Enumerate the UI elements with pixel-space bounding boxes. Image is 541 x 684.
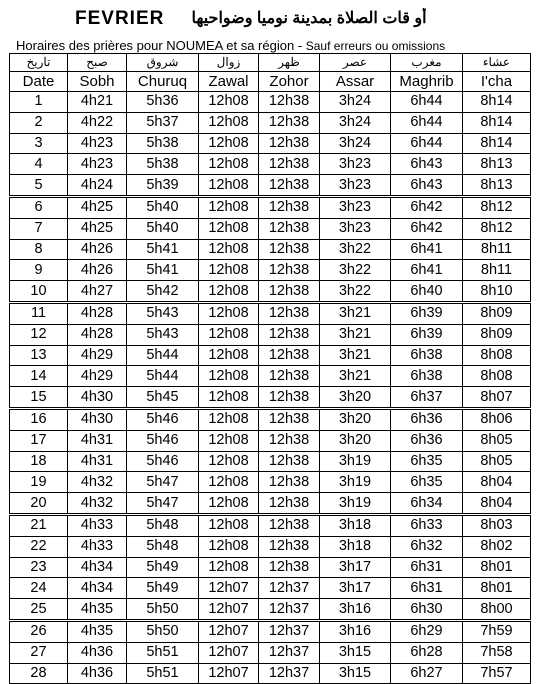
assar-cell: 3h17 <box>320 557 391 578</box>
zohor-cell: 12h37 <box>259 599 320 621</box>
maghrib-cell: 6h42 <box>391 218 463 239</box>
maghrib-cell: 6h34 <box>391 493 463 515</box>
zawal-cell: 12h07 <box>199 663 259 684</box>
sobh-cell: 4h28 <box>68 324 127 345</box>
zohor-cell: 12h38 <box>259 451 320 472</box>
churuq-cell: 5h46 <box>127 430 199 451</box>
icha-cell: 8h12 <box>463 196 531 218</box>
day-cell: 1 <box>10 92 68 113</box>
zohor-cell: 12h38 <box>259 154 320 175</box>
icha-cell: 8h09 <box>463 324 531 345</box>
assar-cell: 3h24 <box>320 92 391 113</box>
day-cell: 4 <box>10 154 68 175</box>
zawal-cell: 12h08 <box>199 536 259 557</box>
day-cell: 24 <box>10 578 68 599</box>
day-cell: 23 <box>10 557 68 578</box>
icha-cell: 8h08 <box>463 345 531 366</box>
sobh-cell: 4h30 <box>68 408 127 430</box>
icha-cell: 8h05 <box>463 430 531 451</box>
arabic-title: أو قات الصلاة بمدينة نوميا وضواحيها <box>191 10 427 27</box>
sobh-cell: 4h36 <box>68 663 127 684</box>
table-row <box>10 324 531 345</box>
zohor-cell: 12h38 <box>259 387 320 409</box>
maghrib-cell: 6h33 <box>391 514 463 536</box>
maghrib-cell: 6h36 <box>391 430 463 451</box>
icha-cell: 7h59 <box>463 620 531 642</box>
day-cell: 18 <box>10 451 68 472</box>
churuq-cell: 5h47 <box>127 493 199 515</box>
sobh-cell: 4h25 <box>68 196 127 218</box>
maghrib-cell: 6h35 <box>391 472 463 493</box>
table-row <box>10 218 531 239</box>
header-ar-icha: عشاء <box>463 54 531 72</box>
table-body <box>10 54 531 684</box>
day-cell: 6 <box>10 196 68 218</box>
icha-cell: 8h01 <box>463 578 531 599</box>
churuq-cell: 5h39 <box>127 175 199 197</box>
assar-cell: 3h24 <box>320 133 391 154</box>
zawal-cell: 12h08 <box>199 451 259 472</box>
churuq-cell: 5h46 <box>127 408 199 430</box>
header-zawal: Zawal <box>199 72 259 92</box>
table-row <box>10 620 531 642</box>
assar-cell: 3h20 <box>320 408 391 430</box>
zohor-cell: 12h38 <box>259 366 320 387</box>
table-row <box>10 366 531 387</box>
churuq-cell: 5h49 <box>127 578 199 599</box>
sobh-cell: 4h24 <box>68 175 127 197</box>
zohor-cell: 12h37 <box>259 578 320 599</box>
sobh-cell: 4h26 <box>68 239 127 260</box>
zawal-cell: 12h08 <box>199 154 259 175</box>
sobh-cell: 4h26 <box>68 260 127 281</box>
churuq-cell: 5h41 <box>127 260 199 281</box>
header-zohor: Zohor <box>259 72 320 92</box>
table-row <box>10 345 531 366</box>
churuq-cell: 5h50 <box>127 599 199 621</box>
zohor-cell: 12h38 <box>259 196 320 218</box>
zawal-cell: 12h08 <box>199 133 259 154</box>
header-ar-sobh: صبح <box>68 54 127 72</box>
table-row <box>10 599 531 621</box>
header-ar-zawal: زوال <box>199 54 259 72</box>
sobh-cell: 4h35 <box>68 620 127 642</box>
subtitle <box>16 38 445 53</box>
churuq-cell: 5h46 <box>127 451 199 472</box>
sobh-cell: 4h33 <box>68 536 127 557</box>
zohor-cell: 12h37 <box>259 620 320 642</box>
zohor-cell: 12h38 <box>259 345 320 366</box>
day-cell: 8 <box>10 239 68 260</box>
prayer-times-table <box>9 53 531 684</box>
disclaimer-text: Sauf erreurs ou omissions <box>305 39 446 53</box>
table-row <box>10 408 531 430</box>
maghrib-cell: 6h44 <box>391 133 463 154</box>
sobh-cell: 4h34 <box>68 578 127 599</box>
day-cell: 10 <box>10 281 68 303</box>
maghrib-cell: 6h29 <box>391 620 463 642</box>
assar-cell: 3h21 <box>320 345 391 366</box>
zawal-cell: 12h08 <box>199 281 259 303</box>
churuq-cell: 5h48 <box>127 514 199 536</box>
assar-cell: 3h21 <box>320 366 391 387</box>
header-ar-maghrib: مغرب <box>391 54 463 72</box>
zawal-cell: 12h08 <box>199 366 259 387</box>
icha-cell: 8h04 <box>463 493 531 515</box>
day-cell: 12 <box>10 324 68 345</box>
header-maghrib: Maghrib <box>391 72 463 92</box>
header-icha: I'cha <box>463 72 531 92</box>
zohor-cell: 12h38 <box>259 324 320 345</box>
assar-cell: 3h15 <box>320 642 391 663</box>
icha-cell: 8h05 <box>463 451 531 472</box>
icha-cell: 7h57 <box>463 663 531 684</box>
day-cell: 22 <box>10 536 68 557</box>
zawal-cell: 12h07 <box>199 599 259 621</box>
churuq-cell: 5h48 <box>127 536 199 557</box>
day-cell: 15 <box>10 387 68 409</box>
sobh-cell: 4h25 <box>68 218 127 239</box>
assar-cell: 3h19 <box>320 451 391 472</box>
assar-cell: 3h18 <box>320 514 391 536</box>
sobh-cell: 4h31 <box>68 430 127 451</box>
icha-cell: 8h04 <box>463 472 531 493</box>
sobh-cell: 4h23 <box>68 154 127 175</box>
header-assar: Assar <box>320 72 391 92</box>
maghrib-cell: 6h31 <box>391 578 463 599</box>
zawal-cell: 12h08 <box>199 218 259 239</box>
maghrib-cell: 6h41 <box>391 260 463 281</box>
assar-cell: 3h17 <box>320 578 391 599</box>
sobh-cell: 4h29 <box>68 345 127 366</box>
table-row <box>10 196 531 218</box>
maghrib-cell: 6h37 <box>391 387 463 409</box>
maghrib-cell: 6h41 <box>391 239 463 260</box>
day-cell: 17 <box>10 430 68 451</box>
maghrib-cell: 6h39 <box>391 302 463 324</box>
sobh-cell: 4h22 <box>68 112 127 133</box>
subtitle-text: Horaires des prières pour NOUMEA et sa région - <box>16 38 303 53</box>
zawal-cell: 12h08 <box>199 557 259 578</box>
table-row <box>10 133 531 154</box>
icha-cell: 7h58 <box>463 642 531 663</box>
table-row <box>10 663 531 684</box>
maghrib-cell: 6h44 <box>391 112 463 133</box>
day-cell: 25 <box>10 599 68 621</box>
maghrib-cell: 6h44 <box>391 92 463 113</box>
zawal-cell: 12h08 <box>199 493 259 515</box>
icha-cell: 8h11 <box>463 260 531 281</box>
zawal-cell: 12h08 <box>199 239 259 260</box>
maghrib-cell: 6h30 <box>391 599 463 621</box>
icha-cell: 8h13 <box>463 154 531 175</box>
churuq-cell: 5h51 <box>127 663 199 684</box>
assar-cell: 3h23 <box>320 218 391 239</box>
zawal-cell: 12h08 <box>199 514 259 536</box>
churuq-cell: 5h49 <box>127 557 199 578</box>
table-row <box>10 112 531 133</box>
icha-cell: 8h07 <box>463 387 531 409</box>
table-row <box>10 642 531 663</box>
sobh-cell: 4h23 <box>68 133 127 154</box>
zawal-cell: 12h08 <box>199 324 259 345</box>
zohor-cell: 12h38 <box>259 408 320 430</box>
zawal-cell: 12h08 <box>199 260 259 281</box>
table-row <box>10 430 531 451</box>
zohor-cell: 12h38 <box>259 92 320 113</box>
day-cell: 16 <box>10 408 68 430</box>
zohor-cell: 12h38 <box>259 472 320 493</box>
zawal-cell: 12h08 <box>199 112 259 133</box>
table-row <box>10 578 531 599</box>
assar-cell: 3h15 <box>320 663 391 684</box>
zawal-cell: 12h08 <box>199 302 259 324</box>
zohor-cell: 12h38 <box>259 514 320 536</box>
sobh-cell: 4h29 <box>68 366 127 387</box>
day-cell: 9 <box>10 260 68 281</box>
title-row <box>0 6 541 32</box>
zawal-cell: 12h08 <box>199 175 259 197</box>
table-row <box>10 239 531 260</box>
icha-cell: 8h06 <box>463 408 531 430</box>
sobh-cell: 4h34 <box>68 557 127 578</box>
sobh-cell: 4h27 <box>68 281 127 303</box>
table-row <box>10 387 531 409</box>
icha-cell: 8h14 <box>463 133 531 154</box>
churuq-cell: 5h44 <box>127 366 199 387</box>
table-row <box>10 557 531 578</box>
assar-cell: 3h22 <box>320 260 391 281</box>
zohor-cell: 12h38 <box>259 175 320 197</box>
icha-cell: 8h12 <box>463 218 531 239</box>
assar-cell: 3h22 <box>320 281 391 303</box>
zawal-cell: 12h08 <box>199 430 259 451</box>
assar-cell: 3h23 <box>320 196 391 218</box>
churuq-cell: 5h36 <box>127 92 199 113</box>
sobh-cell: 4h21 <box>68 92 127 113</box>
maghrib-cell: 6h28 <box>391 642 463 663</box>
churuq-cell: 5h51 <box>127 642 199 663</box>
churuq-cell: 5h42 <box>127 281 199 303</box>
assar-cell: 3h23 <box>320 175 391 197</box>
table-row <box>10 281 531 303</box>
sobh-cell: 4h30 <box>68 387 127 409</box>
table-row <box>10 302 531 324</box>
day-cell: 19 <box>10 472 68 493</box>
maghrib-cell: 6h38 <box>391 366 463 387</box>
maghrib-cell: 6h36 <box>391 408 463 430</box>
table-row <box>10 472 531 493</box>
churuq-cell: 5h47 <box>127 472 199 493</box>
assar-cell: 3h23 <box>320 154 391 175</box>
header-date: Date <box>10 72 68 92</box>
table-row <box>10 260 531 281</box>
day-cell: 11 <box>10 302 68 324</box>
assar-cell: 3h19 <box>320 472 391 493</box>
assar-cell: 3h19 <box>320 493 391 515</box>
assar-cell: 3h20 <box>320 430 391 451</box>
zohor-cell: 12h38 <box>259 260 320 281</box>
day-cell: 2 <box>10 112 68 133</box>
assar-cell: 3h16 <box>320 620 391 642</box>
day-cell: 21 <box>10 514 68 536</box>
zawal-cell: 12h08 <box>199 387 259 409</box>
day-cell: 7 <box>10 218 68 239</box>
day-cell: 14 <box>10 366 68 387</box>
churuq-cell: 5h40 <box>127 196 199 218</box>
zawal-cell: 12h08 <box>199 196 259 218</box>
table-row <box>10 154 531 175</box>
churuq-cell: 5h41 <box>127 239 199 260</box>
icha-cell: 8h14 <box>463 112 531 133</box>
zawal-cell: 12h08 <box>199 92 259 113</box>
churuq-cell: 5h40 <box>127 218 199 239</box>
icha-cell: 8h09 <box>463 302 531 324</box>
sobh-cell: 4h28 <box>68 302 127 324</box>
sobh-cell: 4h33 <box>68 514 127 536</box>
sobh-cell: 4h32 <box>68 472 127 493</box>
table-row <box>10 493 531 515</box>
table-row <box>10 536 531 557</box>
header-ar-churuq: شروق <box>127 54 199 72</box>
zohor-cell: 12h38 <box>259 218 320 239</box>
assar-cell: 3h20 <box>320 387 391 409</box>
zohor-cell: 12h38 <box>259 493 320 515</box>
zohor-cell: 12h38 <box>259 281 320 303</box>
churuq-cell: 5h50 <box>127 620 199 642</box>
day-cell: 28 <box>10 663 68 684</box>
assar-cell: 3h21 <box>320 324 391 345</box>
zohor-cell: 12h38 <box>259 557 320 578</box>
zohor-cell: 12h38 <box>259 430 320 451</box>
sobh-cell: 4h31 <box>68 451 127 472</box>
maghrib-cell: 6h43 <box>391 154 463 175</box>
maghrib-cell: 6h27 <box>391 663 463 684</box>
zawal-cell: 12h07 <box>199 578 259 599</box>
table-row <box>10 514 531 536</box>
icha-cell: 8h02 <box>463 536 531 557</box>
maghrib-cell: 6h42 <box>391 196 463 218</box>
churuq-cell: 5h43 <box>127 324 199 345</box>
churuq-cell: 5h44 <box>127 345 199 366</box>
icha-cell: 8h10 <box>463 281 531 303</box>
sobh-cell: 4h36 <box>68 642 127 663</box>
assar-cell: 3h21 <box>320 302 391 324</box>
zawal-cell: 12h08 <box>199 472 259 493</box>
icha-cell: 8h13 <box>463 175 531 197</box>
churuq-cell: 5h38 <box>127 154 199 175</box>
day-cell: 27 <box>10 642 68 663</box>
zohor-cell: 12h38 <box>259 133 320 154</box>
assar-cell: 3h24 <box>320 112 391 133</box>
maghrib-cell: 6h40 <box>391 281 463 303</box>
assar-cell: 3h16 <box>320 599 391 621</box>
arabic-header-row <box>10 54 531 72</box>
table-row <box>10 175 531 197</box>
maghrib-cell: 6h31 <box>391 557 463 578</box>
icha-cell: 8h01 <box>463 557 531 578</box>
icha-cell: 8h08 <box>463 366 531 387</box>
header-ar-zohor: ظهر <box>259 54 320 72</box>
zohor-cell: 12h37 <box>259 642 320 663</box>
header-sobh: Sobh <box>68 72 127 92</box>
day-cell: 13 <box>10 345 68 366</box>
header-ar-assar: عصر <box>320 54 391 72</box>
day-cell: 3 <box>10 133 68 154</box>
day-cell: 20 <box>10 493 68 515</box>
header-churuq: Churuq <box>127 72 199 92</box>
icha-cell: 8h11 <box>463 239 531 260</box>
churuq-cell: 5h37 <box>127 112 199 133</box>
day-cell: 26 <box>10 620 68 642</box>
zohor-cell: 12h38 <box>259 536 320 557</box>
maghrib-cell: 6h39 <box>391 324 463 345</box>
french-header-row <box>10 72 531 92</box>
maghrib-cell: 6h32 <box>391 536 463 557</box>
assar-cell: 3h22 <box>320 239 391 260</box>
sobh-cell: 4h32 <box>68 493 127 515</box>
header-ar-date: تاريخ <box>10 54 68 72</box>
zawal-cell: 12h08 <box>199 408 259 430</box>
table-row <box>10 92 531 113</box>
table-row <box>10 451 531 472</box>
zohor-cell: 12h38 <box>259 112 320 133</box>
icha-cell: 8h03 <box>463 514 531 536</box>
month-title: FEVRIER <box>75 8 165 29</box>
zawal-cell: 12h08 <box>199 345 259 366</box>
churuq-cell: 5h43 <box>127 302 199 324</box>
maghrib-cell: 6h35 <box>391 451 463 472</box>
churuq-cell: 5h38 <box>127 133 199 154</box>
maghrib-cell: 6h38 <box>391 345 463 366</box>
icha-cell: 8h00 <box>463 599 531 621</box>
day-cell: 5 <box>10 175 68 197</box>
icha-cell: 8h14 <box>463 92 531 113</box>
maghrib-cell: 6h43 <box>391 175 463 197</box>
zawal-cell: 12h07 <box>199 642 259 663</box>
zawal-cell: 12h07 <box>199 620 259 642</box>
assar-cell: 3h18 <box>320 536 391 557</box>
churuq-cell: 5h45 <box>127 387 199 409</box>
zohor-cell: 12h37 <box>259 663 320 684</box>
sobh-cell: 4h35 <box>68 599 127 621</box>
zohor-cell: 12h38 <box>259 239 320 260</box>
zohor-cell: 12h38 <box>259 302 320 324</box>
